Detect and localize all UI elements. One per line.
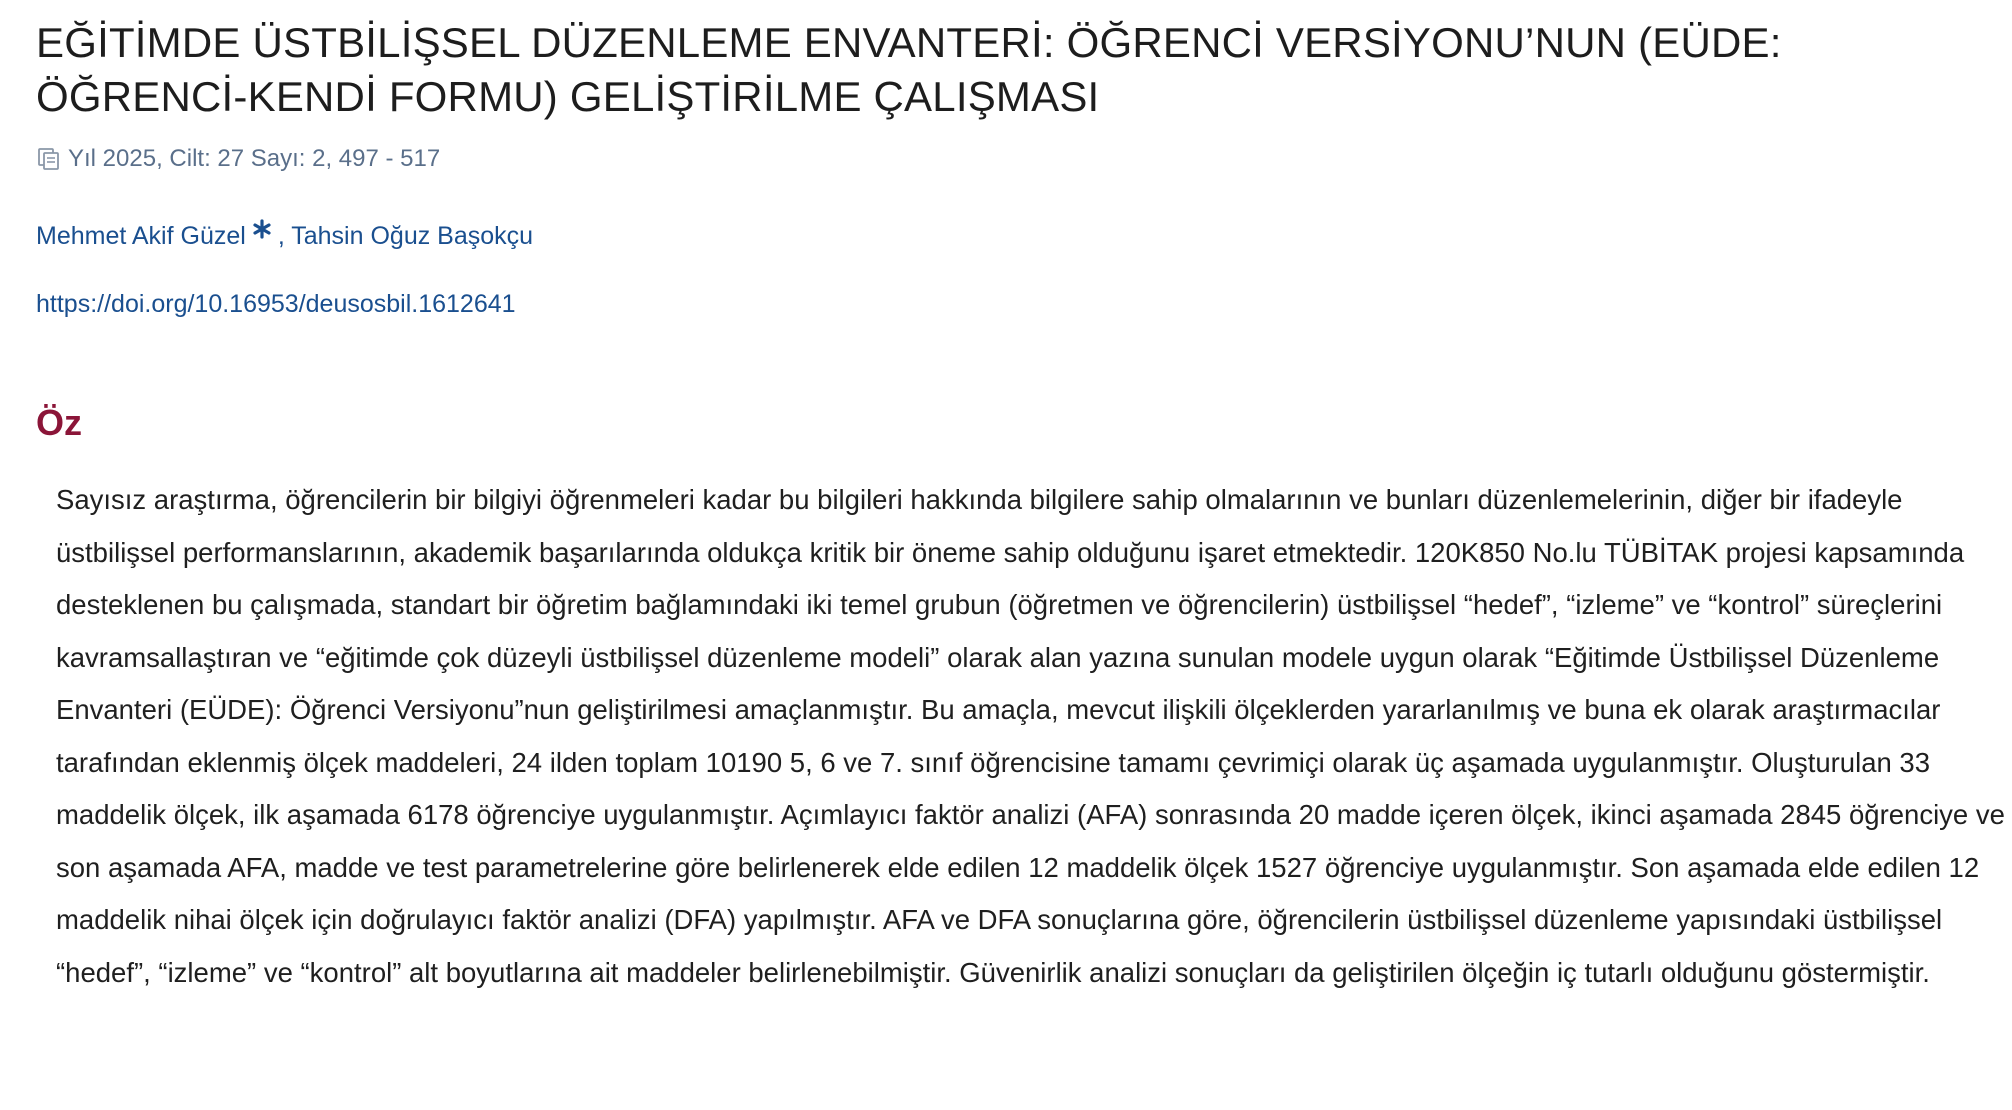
abstract-text: Sayısız araştırma, öğrencilerin bir bilgiyi öğrenmeleri kadar bu bilgileri hakkında bilgilere sahip olmalarının ve bunları düzenlemelerinin, diğer bir ifadeyle üstbilişsel performanslarının, akademik başarılarında oldukça kritik bir öneme sahip olduğunu işaret etmektedir. 120K850 No.lu TÜBİTAK projesi kapsamında desteklenen bu çalışmada, standart bir öğretim bağlamındaki iki temel grubun (öğretmen ve öğrencilerin) üstbilişsel “hedef”, “izleme” ve “kontrol” süreçlerini kavramsallaştıran ve “eğitimde çok düzeyli üstbilişsel düzenleme modeli” olarak alan yazına sunulan modele uygun olarak “Eğitimde Üstbilişsel Düzenleme Envanteri (EÜDE): Öğrenci Versiyonu”nun geliştirilmesi amaçlanmıştır. Bu amaçla, mevcut ilişkili ölçeklerden yararlanılmış ve buna ek olarak araştırmacılar tarafından eklenmiş ölçek maddeleri, 24 ilden toplam 10190 5, 6 ve 7. sınıf öğrencisine tamamı çevrimiçi olarak üç aşamada uygulanmıştır. Oluşturulan 33 maddelik ölçek, ilk aşamada 6178 öğrenciye uygulanmıştır. Açımlayıcı faktör analizi (AFA) sonrasında 20 madde içeren ölçek, ikinci aşamada 2845 öğrenciye ve son aşamada AFA, madde ve test parametrelerine göre belirlenerek elde edilen 12 maddelik ölçek 1527 öğrenciye uygulanmıştır. Son aşamada elde edilen 12 maddelik nihai ölçek için doğrulayıcı faktör analizi (DFA) yapılmıştır. AFA ve DFA sonuçlarına göre, öğrencilerin üstbilişsel düzenleme yapısındaki üstbilişsel “hedef”, “izleme” ve “kontrol” alt boyutlarına ait maddeler belirlenebilmiştir. Güvenirlik analizi sonuçları da geliştirilen ölçeğin iç tutarlı olduğunu göstermiştir.	[56, 484, 2005, 988]
issue-info	[36, 144, 440, 174]
doi-link[interactable]: https://doi.org/10.16953/deusosbil.1612641	[36, 290, 516, 318]
issue-info-text: Yıl 2025, Cilt: 27 Sayı: 2, 497 - 517	[68, 145, 441, 172]
asterisk-icon[interactable]	[252, 219, 272, 239]
author-link-1[interactable]: Mehmet Akif Güzel	[36, 222, 246, 250]
author-link-2[interactable]: , Tahsin Oğuz Başokçu	[277, 222, 534, 250]
copy-pages-icon	[36, 146, 62, 172]
abstract-heading: Öz	[36, 402, 83, 443]
article-title: EĞİTİMDE ÜSTBİLİŞSEL DÜZENLEME ENVANTERİ: ÖĞRENCİ VERSİYONU’NUN (EÜDE: ÖĞRENCİ-KENDİ FORMU) GELİŞTİRİLME ÇALIŞMASI	[36, 19, 1782, 120]
author-list	[36, 222, 533, 251]
